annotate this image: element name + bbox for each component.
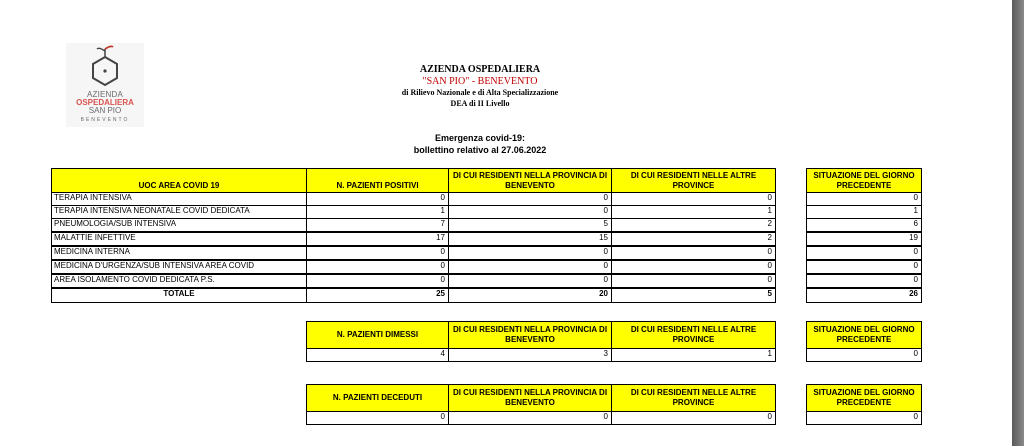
table-cell: 1: [611, 348, 776, 362]
table-cell: 15: [448, 232, 612, 246]
logo-line-4: BENEVENTO: [80, 117, 130, 123]
table-total-cell: 20: [448, 288, 612, 303]
table-cell: 0: [806, 246, 922, 260]
table-cell: 5: [448, 218, 612, 232]
table-cell: 0: [611, 411, 776, 425]
table-cell: 0: [611, 192, 776, 206]
table-cell: 0: [306, 411, 449, 425]
table-row-label: TERAPIA INTENSIVA: [51, 192, 307, 206]
table-cell: 1: [306, 205, 449, 219]
table-row-label: MEDICINA INTERNA: [51, 246, 307, 260]
table-cell: 6: [806, 218, 922, 232]
table-cell: 0: [611, 260, 776, 274]
table-cell: 0: [306, 260, 449, 274]
table-row-label: PNEUMOLOGIA/SUB INTENSIVA: [51, 218, 307, 232]
table-cell: 0: [611, 246, 776, 260]
table-header-uoc: UOC AREA COVID 19: [51, 168, 307, 193]
table-cell: 2: [611, 232, 776, 246]
logo-line-3: SAN PIO: [88, 106, 122, 115]
hexagon-plant-icon: [66, 43, 144, 93]
table-cell: 0: [306, 274, 449, 288]
table-cell: 19: [806, 232, 922, 246]
table-header-altre-province: DI CUI RESIDENTI NELLE ALTRE PROVINCE: [611, 321, 776, 349]
table-cell: 0: [448, 274, 612, 288]
table-total-cell: 5: [611, 288, 776, 303]
table-cell: 1: [806, 205, 922, 219]
table-total-cell: 25: [306, 288, 449, 303]
table-cell: 0: [448, 192, 612, 206]
table-cell: 0: [806, 274, 922, 288]
table-cell: 0: [448, 246, 612, 260]
table-cell: 0: [806, 260, 922, 274]
table-cell: 0: [448, 260, 612, 274]
table-header-giorno-precedente: SITUAZIONE DEL GIORNO PRECEDENTE: [806, 321, 922, 349]
header-line-3: di Rilievo Nazionale e di Alta Specializzazione: [401, 88, 559, 97]
table-header-positivi: N. PAZIENTI POSITIVI: [306, 168, 449, 193]
table-row-label: MEDICINA D'URGENZA/SUB INTENSIVA AREA COVID: [51, 260, 307, 274]
table-cell: 0: [448, 205, 612, 219]
table-cell: 1: [611, 205, 776, 219]
logo-line-1: AZIENDA: [86, 90, 124, 99]
table-cell: 0: [306, 192, 449, 206]
header-subtitle: "SAN PIO" - BENEVENTO: [422, 76, 538, 87]
table-row-label: MALATTIE INFETTIVE: [51, 232, 307, 246]
header-title: AZIENDA OSPEDALIERA: [419, 64, 541, 75]
table-header-residenti-bn: DI CUI RESIDENTI NELLA PROVINCIA DI BENEVENTO: [448, 321, 612, 349]
table-cell: 0: [806, 411, 922, 425]
hospital-logo: [66, 43, 144, 127]
table-cell: 4: [306, 348, 449, 362]
bulletin-title: Emergenza covid-19:: [434, 133, 526, 143]
table-cell: 17: [306, 232, 449, 246]
table-header-residenti-bn: DI CUI RESIDENTI NELLA PROVINCIA DI BENEVENTO: [448, 168, 612, 193]
table-cell: 3: [448, 348, 612, 362]
table-cell: 0: [611, 274, 776, 288]
table-header-giorno-precedente: SITUAZIONE DEL GIORNO PRECEDENTE: [806, 168, 922, 193]
table-cell: 0: [448, 411, 612, 425]
table-header-deceduti: N. PAZIENTI DECEDUTI: [306, 384, 449, 412]
table-cell: 0: [806, 192, 922, 206]
table-header-residenti-bn: DI CUI RESIDENTI NELLA PROVINCIA DI BENEVENTO: [448, 384, 612, 412]
table-header-giorno-precedente: SITUAZIONE DEL GIORNO PRECEDENTE: [806, 384, 922, 412]
table-row-label: TERAPIA INTENSIVA NEONATALE COVID DEDICATA: [51, 205, 307, 219]
table-row-label: AREA ISOLAMENTO COVID DEDICATA P.S.: [51, 274, 307, 288]
table-cell: 2: [611, 218, 776, 232]
logo-line-2: OSPEDALIERA: [76, 98, 134, 107]
table-cell: 7: [306, 218, 449, 232]
table-header-dimessi: N. PAZIENTI DIMESSI: [306, 321, 449, 349]
header-line-4: DEA di II Livello: [450, 99, 510, 108]
table-header-altre-province: DI CUI RESIDENTI NELLE ALTRE PROVINCE: [611, 384, 776, 412]
table-total-cell: 26: [806, 288, 922, 303]
table-cell: 0: [306, 246, 449, 260]
table-total-label: TOTALE: [51, 288, 307, 303]
table-cell: 0: [806, 348, 922, 362]
table-header-altre-province: DI CUI RESIDENTI NELLE ALTRE PROVINCE: [611, 168, 776, 193]
bulletin-date: bollettino relativo al 27.06.2022: [413, 145, 547, 155]
viewer-background: [1012, 0, 1024, 446]
